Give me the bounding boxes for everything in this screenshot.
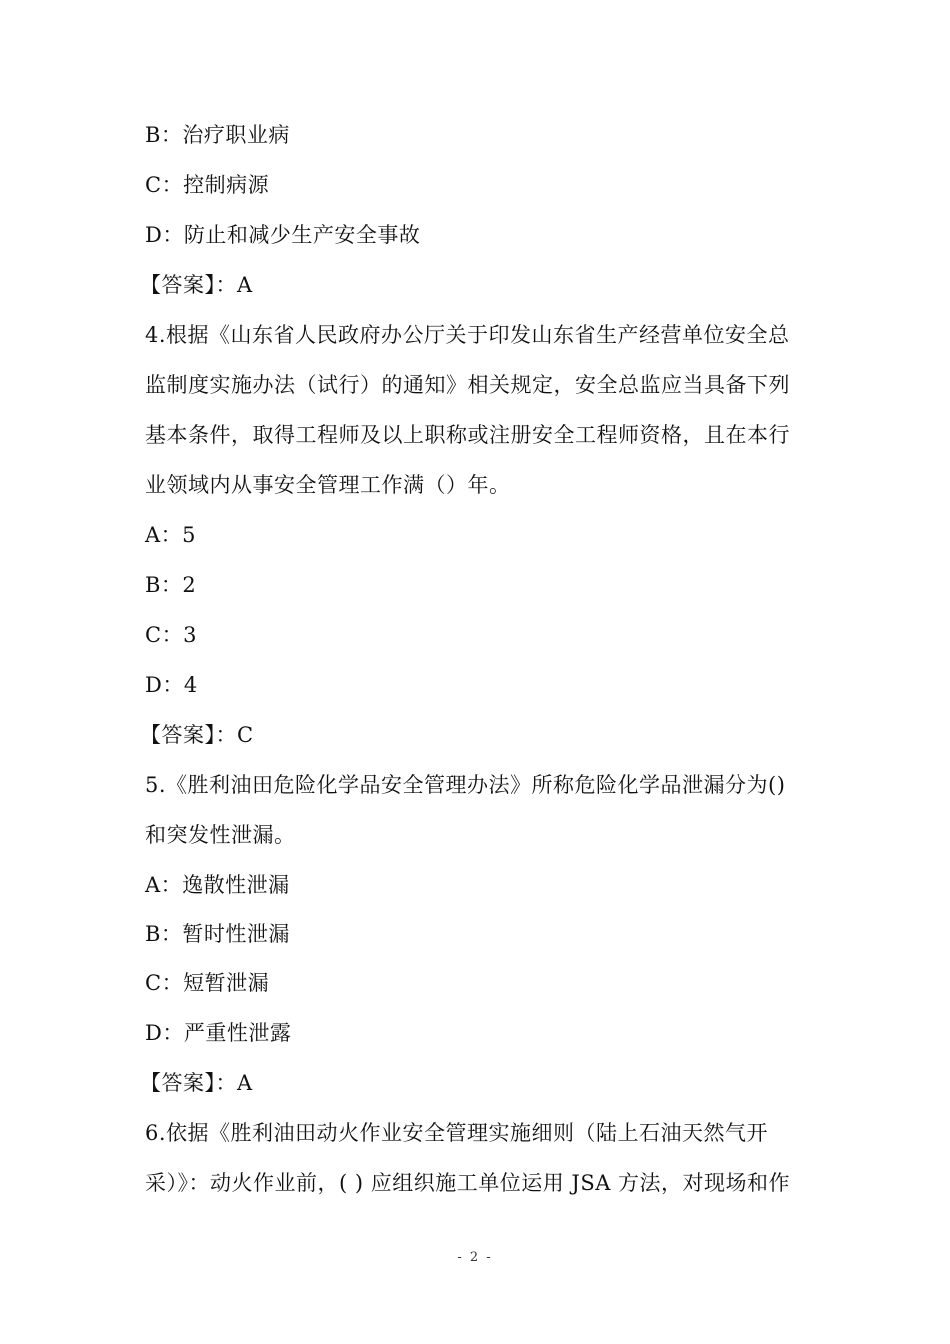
- q5-option-c: C：短暂泄漏: [145, 971, 270, 995]
- q5-text-line-1: 5.《胜利油田危险化学品安全管理办法》所称危险化学品泄漏分为(): [145, 773, 786, 797]
- q5-option-d: D：严重性泄露: [145, 1021, 292, 1045]
- q6-text-line-1: 6.依据《胜利油田动火作业安全管理实施细则（陆上石油天然气开: [145, 1121, 769, 1145]
- q3-option-c: C：控制病源: [145, 173, 270, 197]
- q4-option-c: C：3: [145, 623, 197, 647]
- q4-option-d: D：4: [145, 673, 198, 697]
- q5-answer: 【答案】：A: [140, 1071, 253, 1095]
- q4-text-line-3: 基本条件，取得工程师及以上职称或注册安全工程师资格，且在本行: [145, 423, 790, 447]
- q4-text-line-1: 4.根据《山东省人民政府办公厅关于印发山东省生产经营单位安全总: [145, 323, 790, 347]
- q3-option-b: B：治疗职业病: [145, 123, 290, 147]
- q3-answer: 【答案】：A: [140, 273, 253, 297]
- q4-text-line-2: 监制度实施办法（试行）的通知》相关规定，安全总监应当具备下列: [145, 373, 790, 397]
- q4-option-a: A：5: [145, 523, 197, 547]
- q3-option-d: D：防止和减少生产安全事故: [145, 223, 421, 247]
- page-number: - 2 -: [457, 1250, 493, 1265]
- q4-answer: 【答案】：C: [140, 723, 254, 747]
- q5-text-line-2: 和突发性泄漏。: [145, 823, 296, 847]
- q5-option-a: A：逸散性泄漏: [145, 873, 290, 897]
- q5-option-b: B：暂时性泄漏: [145, 922, 290, 946]
- q4-text-line-4: 业领域内从事安全管理工作满（）年。: [145, 473, 511, 497]
- q4-option-b: B：2: [145, 573, 197, 597]
- q6-text-line-2: 采）》：动火作业前，( ) 应组织施工单位运用 JSA 方法，对现场和作: [145, 1171, 791, 1195]
